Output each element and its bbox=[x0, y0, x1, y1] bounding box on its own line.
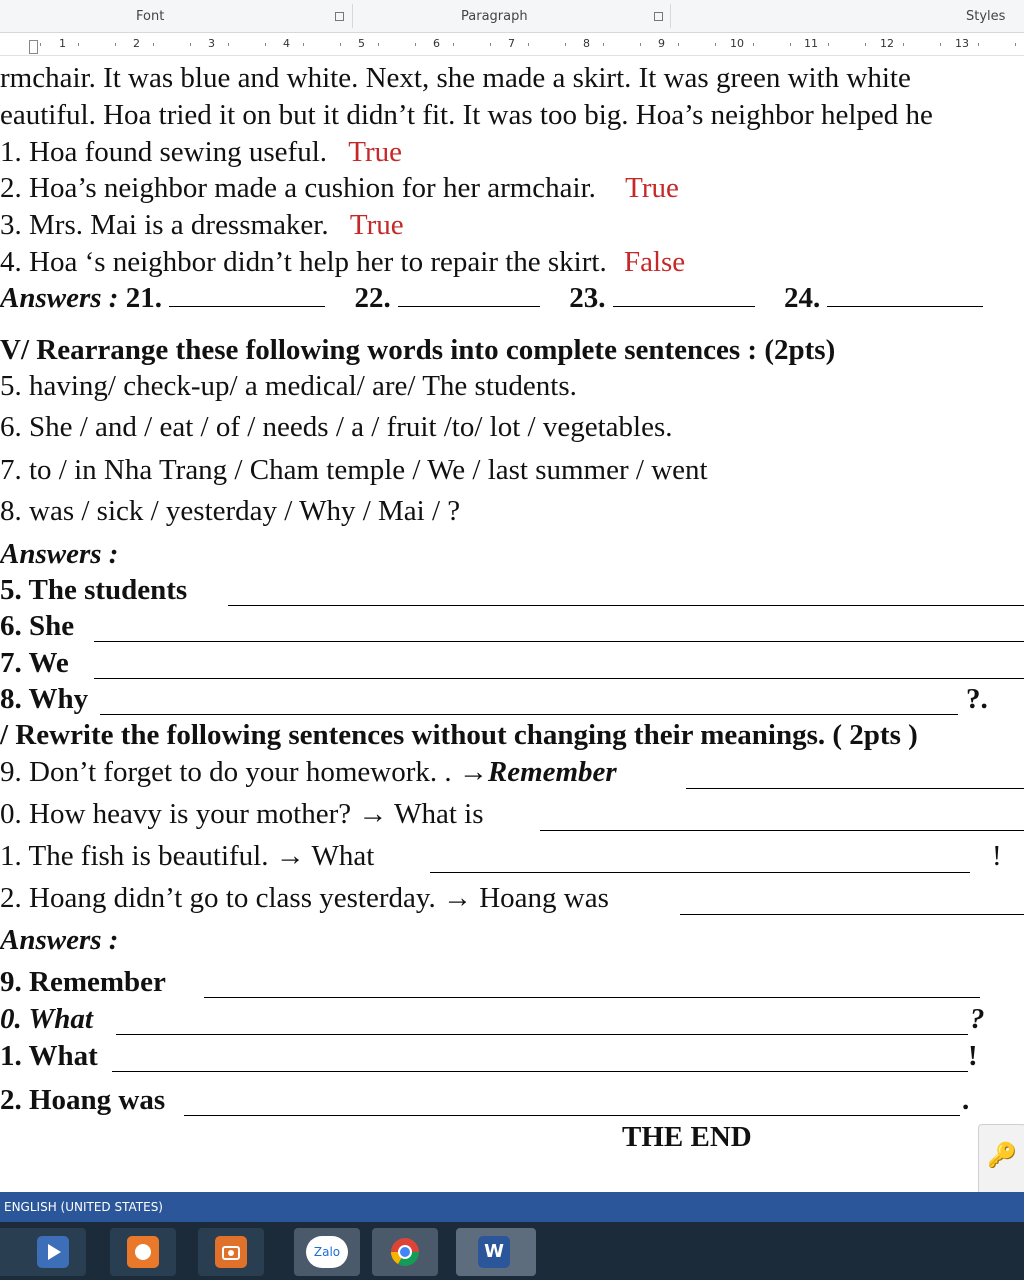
answer-line[interactable] bbox=[94, 641, 1024, 642]
indent-marker-icon[interactable] bbox=[29, 40, 38, 54]
answer-line[interactable] bbox=[94, 678, 1024, 679]
rearrange-answer-label: 7. We bbox=[0, 647, 69, 679]
ruler-tick bbox=[378, 43, 379, 46]
ruler-number: 3 bbox=[208, 37, 215, 50]
ruler-tick bbox=[715, 43, 716, 46]
rewrite-text: 9. Don’t forget to do your homework. . bbox=[0, 756, 459, 788]
font-dialog-launcher-icon[interactable] bbox=[335, 12, 344, 21]
styles-group-label: Styles bbox=[966, 9, 1006, 24]
answer-line[interactable] bbox=[184, 1115, 960, 1116]
arrow-icon: → bbox=[442, 882, 472, 914]
exclamation-end-mark: ! bbox=[968, 1040, 978, 1072]
answer-number: 22. bbox=[354, 282, 391, 314]
tf-answer: True bbox=[349, 209, 404, 241]
arrow-icon: → bbox=[358, 798, 388, 830]
ruler-tick bbox=[603, 43, 604, 46]
document-page[interactable] bbox=[0, 56, 1024, 1192]
tf-question bbox=[0, 170, 679, 206]
tf-answer: True bbox=[625, 172, 679, 204]
answer-line[interactable] bbox=[686, 788, 1024, 789]
rewrite-prompt: What bbox=[304, 840, 375, 872]
ruler-tick bbox=[453, 43, 454, 46]
ruler-tick bbox=[528, 43, 529, 46]
answer-line[interactable] bbox=[100, 714, 958, 715]
ruler-tick bbox=[790, 43, 791, 46]
ruler-tick bbox=[903, 43, 904, 46]
rewrite-prompt: Hoang was bbox=[471, 882, 609, 914]
rewrite-text: 1. The fish is beautiful. bbox=[0, 840, 276, 872]
screenshot-app-button[interactable] bbox=[198, 1228, 264, 1276]
passage-line: eautiful. Hoa tried it on but it didn’t fit. It was too big. Hoa’s neighbor helped he bbox=[0, 99, 933, 131]
chrome-icon bbox=[389, 1236, 421, 1268]
arrow-icon: → bbox=[458, 756, 488, 788]
answer-line[interactable] bbox=[680, 914, 1024, 915]
ruler-tick bbox=[40, 43, 41, 46]
tf-answer: False bbox=[623, 246, 686, 278]
answer-number: 21. bbox=[125, 282, 162, 314]
chrome-button[interactable] bbox=[372, 1228, 438, 1276]
rewrite-answer-label: 1. What bbox=[0, 1040, 98, 1072]
ruler-tick bbox=[190, 43, 191, 46]
zalo-icon: Zalo bbox=[306, 1236, 348, 1268]
tf-text: Hoa found sewing useful. bbox=[29, 136, 328, 168]
tf-text: Hoa’s neighbor made a cushion for her armchair. bbox=[29, 172, 596, 204]
tf-answer: True bbox=[348, 136, 402, 168]
passage-line: rmchair. It was blue and white. Next, she made a skirt. It was green with white bbox=[0, 62, 911, 94]
ruler-number: 13 bbox=[955, 37, 969, 50]
rearrange-answer-label: 5. The students bbox=[0, 574, 188, 606]
ruler-tick bbox=[228, 43, 229, 46]
rewrite-text: 2. Hoang didn’t go to class yesterday. bbox=[0, 882, 443, 914]
tf-number: 2. bbox=[0, 172, 22, 204]
ruler-tick bbox=[153, 43, 154, 46]
answers-label: Answers : bbox=[0, 538, 119, 570]
the-end-text: THE END bbox=[622, 1121, 752, 1153]
answers-label: Answers : bbox=[0, 924, 119, 956]
rewrite-answer-label: 9. Remember bbox=[0, 966, 166, 998]
tf-question bbox=[0, 207, 404, 243]
zalo-button[interactable] bbox=[294, 1228, 360, 1276]
rewrite-item bbox=[0, 880, 609, 916]
camera-app-button[interactable] bbox=[110, 1228, 176, 1276]
ruler-tick bbox=[828, 43, 829, 46]
ruler-tick bbox=[940, 43, 941, 46]
ribbon-bar bbox=[0, 0, 1024, 33]
answer-blank[interactable] bbox=[613, 282, 755, 307]
answer-line[interactable] bbox=[112, 1071, 968, 1072]
ruler-tick bbox=[115, 43, 116, 46]
paragraph-dialog-launcher-icon[interactable] bbox=[654, 12, 663, 21]
ruler-number: 5 bbox=[358, 37, 365, 50]
ribbon-divider bbox=[670, 4, 671, 28]
rewrite-text: 0. How heavy is your mother? bbox=[0, 798, 359, 830]
answer-blank[interactable] bbox=[827, 282, 983, 307]
answer-line[interactable] bbox=[116, 1034, 968, 1035]
ruler-number: 9 bbox=[658, 37, 665, 50]
ruler-number: 6 bbox=[433, 37, 440, 50]
ruler-tick bbox=[865, 43, 866, 46]
rearrange-item: 7. to / in Nha Trang / Cham temple / We / last summer / went bbox=[0, 454, 708, 486]
word-icon: W bbox=[478, 1236, 510, 1268]
ruler-number: 8 bbox=[583, 37, 590, 50]
language-indicator[interactable]: ENGLISH (UNITED STATES) bbox=[4, 1200, 163, 1214]
ruler-tick bbox=[978, 43, 979, 46]
tf-text: Hoa ‘s neighbor didn’t help her to repair the skirt. bbox=[29, 246, 607, 278]
ruler-number: 1 bbox=[59, 37, 66, 50]
font-group-label: Font bbox=[136, 9, 165, 24]
key-icon[interactable]: 🔑 bbox=[978, 1124, 1024, 1224]
question-end-mark: ? bbox=[970, 1003, 985, 1035]
tf-question bbox=[0, 244, 685, 280]
rearrange-item: 6. She / and / eat / of / needs / a / fruit /to/ lot / vegetables. bbox=[0, 411, 673, 443]
answer-blank[interactable] bbox=[398, 282, 540, 307]
ruler-tick bbox=[640, 43, 641, 46]
media-player-button[interactable] bbox=[20, 1228, 86, 1276]
rearrange-item: 5. having/ check-up/ a medical/ are/ The students. bbox=[0, 370, 577, 402]
camera-icon bbox=[127, 1236, 159, 1268]
arrow-icon: → bbox=[275, 840, 305, 872]
ribbon-divider bbox=[352, 4, 353, 28]
ruler-tick bbox=[1015, 43, 1016, 46]
tf-answers-row bbox=[0, 280, 983, 316]
answer-line[interactable] bbox=[540, 830, 1024, 831]
ruler-tick bbox=[78, 43, 79, 46]
play-icon bbox=[37, 1236, 69, 1268]
rearrange-item: 8. was / sick / yesterday / Why / Mai / ? bbox=[0, 495, 461, 527]
ruler-number: 10 bbox=[730, 37, 744, 50]
rewrite-prompt: What is bbox=[387, 798, 484, 830]
section-heading-rearrange: V/ Rearrange these following words into complete sentences : (2pts) bbox=[0, 334, 836, 366]
ruler-tick bbox=[490, 43, 491, 46]
status-bar bbox=[0, 1192, 1024, 1222]
answer-line[interactable] bbox=[430, 872, 970, 873]
taskbar bbox=[0, 1222, 1024, 1280]
question-end-mark: ?. bbox=[966, 683, 988, 715]
ruler-tick bbox=[565, 43, 566, 46]
rewrite-prompt: Remember bbox=[487, 756, 617, 788]
ruler-tick bbox=[303, 43, 304, 46]
horizontal-ruler[interactable] bbox=[0, 33, 1024, 56]
answer-number: 24. bbox=[783, 282, 821, 314]
tf-number: 1. bbox=[0, 136, 22, 168]
rewrite-item bbox=[0, 754, 617, 790]
rewrite-answer-label: 0. What bbox=[0, 1003, 93, 1035]
ruler-tick bbox=[753, 43, 754, 46]
rewrite-item bbox=[0, 838, 374, 874]
tf-text: Mrs. Mai is a dressmaker. bbox=[29, 209, 329, 241]
paragraph-group-label: Paragraph bbox=[461, 9, 528, 24]
ruler-tick bbox=[415, 43, 416, 46]
section-heading-rewrite: / Rewrite the following sentences without changing their meanings. ( 2pts ) bbox=[0, 719, 918, 751]
tf-question bbox=[0, 134, 402, 170]
ruler-number: 11 bbox=[804, 37, 818, 50]
ruler-tick bbox=[265, 43, 266, 46]
rewrite-answer-label: 2. Hoang was bbox=[0, 1084, 166, 1116]
answer-number: 23. bbox=[569, 282, 606, 314]
answer-blank[interactable] bbox=[169, 282, 325, 307]
ruler-tick bbox=[340, 43, 341, 46]
answer-line[interactable] bbox=[228, 605, 1024, 606]
ruler-number: 4 bbox=[283, 37, 290, 50]
rewrite-item bbox=[0, 796, 484, 832]
tf-number: 3. bbox=[0, 209, 22, 241]
word-button[interactable] bbox=[456, 1228, 536, 1276]
ruler-number: 12 bbox=[880, 37, 894, 50]
rearrange-answer-label: 8. Why bbox=[0, 683, 89, 715]
answers-label: Answers : bbox=[0, 282, 119, 314]
screenshot-icon bbox=[215, 1236, 247, 1268]
ruler-tick bbox=[678, 43, 679, 46]
period-end-mark: . bbox=[962, 1084, 970, 1116]
answer-line[interactable] bbox=[204, 997, 980, 998]
ruler-number: 2 bbox=[133, 37, 140, 50]
rearrange-answer-label: 6. She bbox=[0, 610, 75, 642]
tf-number: 4. bbox=[0, 246, 22, 278]
ruler-number: 7 bbox=[508, 37, 515, 50]
exclamation-end-mark: ! bbox=[992, 840, 1002, 872]
